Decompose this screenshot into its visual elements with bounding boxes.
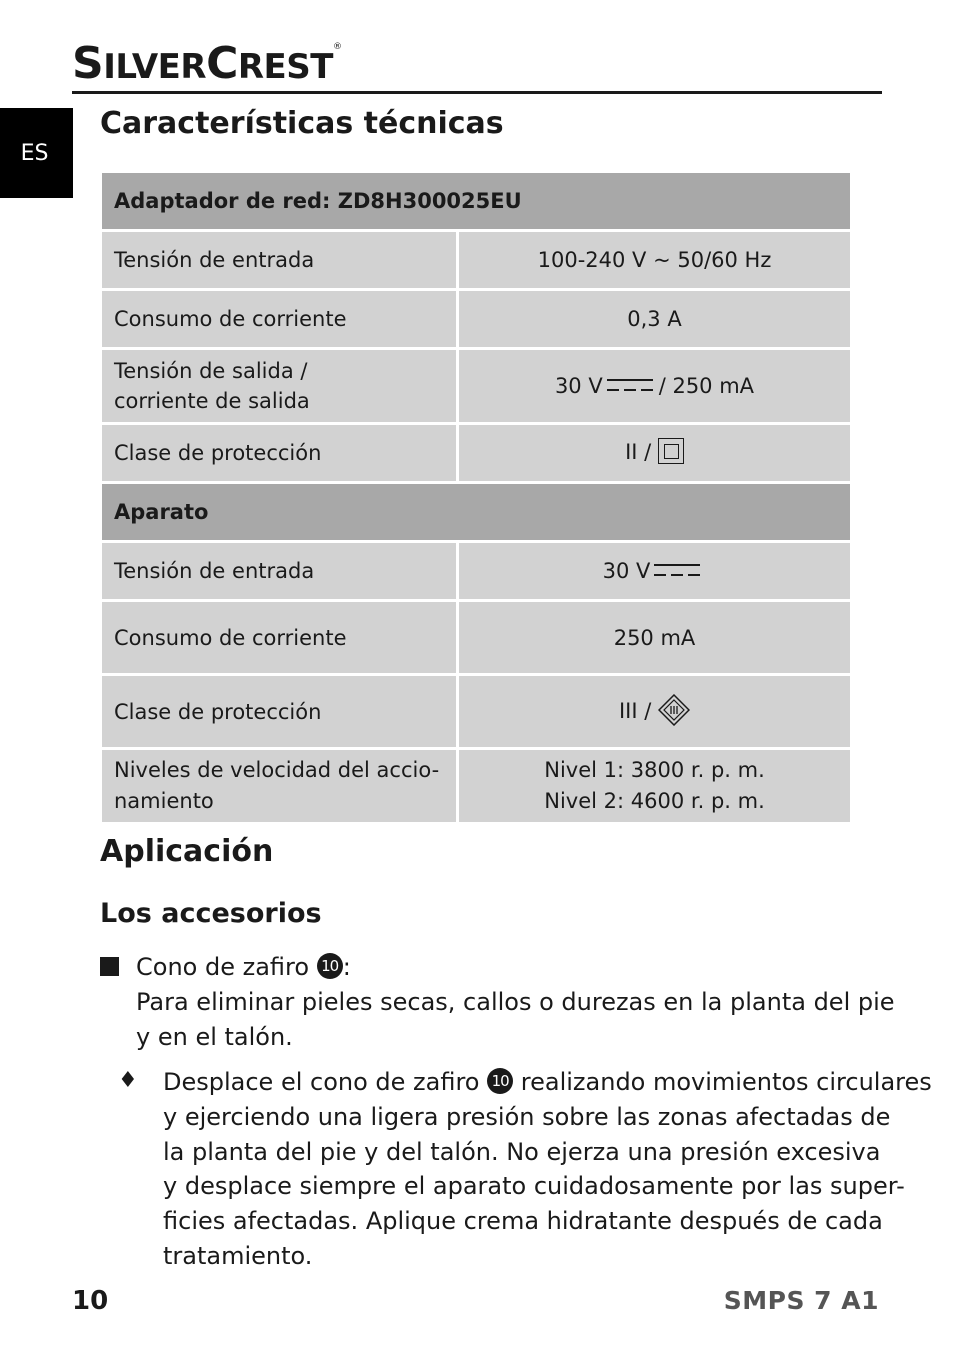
table-section-row — [102, 484, 850, 540]
item-desc-line: Para eliminar pieles secas, callos o durezas en la planta del pie — [136, 987, 895, 1016]
direct-current-icon — [654, 562, 700, 578]
spec-label: Tensión de entrada — [102, 543, 456, 599]
reference-number-badge: 10 — [487, 1068, 513, 1094]
spec-value — [459, 676, 850, 747]
accessory-item: Cono de zafiro 10 : Para eliminar pieles secas, callos o durezas en la planta del pie y en el talón. — [136, 953, 895, 1051]
language-tab: ES — [0, 108, 73, 198]
spec-label: Consumo de corriente — [102, 291, 456, 347]
spec-table — [99, 170, 853, 825]
spec-value — [459, 750, 850, 822]
table-row — [102, 350, 850, 422]
spec-value: 0,3 A — [459, 291, 850, 347]
table-section-row — [102, 173, 850, 229]
label-line: Niveles de velocidad del accio- — [114, 758, 440, 782]
page-number: 10 — [72, 1286, 109, 1316]
header-rule — [72, 91, 882, 94]
item-name: Cono de zafiro — [136, 953, 310, 981]
logo-letter: C — [206, 38, 238, 89]
spec-value: 100-240 V ~ 50/60 Hz — [459, 232, 850, 288]
step-text: tratamiento. — [163, 1241, 313, 1270]
spec-value: 250 mA — [459, 602, 850, 673]
brand-logo — [72, 38, 341, 89]
direct-current-icon — [607, 377, 653, 393]
table-row — [102, 425, 850, 481]
spec-label — [102, 750, 456, 822]
value-line: Nivel 1: 3800 r. p. m. — [544, 758, 765, 782]
spec-value — [459, 543, 850, 599]
protection-class-2-icon — [658, 438, 684, 464]
spec-label: Clase de protección — [102, 676, 456, 747]
spec-value — [459, 350, 850, 422]
step-text: y desplace siempre el aparato cuidadosamente por las super- — [163, 1172, 905, 1201]
label-line: Tensión de salida / — [114, 359, 308, 383]
application-heading: Aplicación — [100, 834, 274, 869]
table-row — [102, 543, 850, 599]
label-line: namiento — [114, 789, 214, 813]
device-section-header: Aparato — [102, 484, 850, 540]
table-row — [102, 291, 850, 347]
reference-number-badge: 10 — [317, 953, 343, 979]
item-desc-line: y en el talón. — [136, 1022, 293, 1051]
spec-label — [102, 350, 456, 422]
table-row — [102, 232, 850, 288]
tech-specs-heading: Características técnicas — [100, 106, 504, 141]
value-text: III / — [618, 698, 652, 723]
spec-value — [459, 425, 850, 481]
accessories-heading: Los accesorios — [100, 898, 322, 929]
value-text: II / — [625, 440, 652, 464]
table-row — [102, 602, 850, 673]
registered-mark: ® — [332, 42, 342, 52]
step-text: realizando movimientos circulares — [520, 1068, 932, 1096]
spec-label: Consumo de corriente — [102, 602, 456, 673]
instruction-step — [163, 1065, 932, 1274]
diamond-bullet-icon: ♦ — [118, 1068, 138, 1093]
value-suffix: / 250 mA — [658, 374, 755, 398]
value-text: 30 V — [602, 559, 651, 583]
logo-letter: S — [72, 38, 104, 89]
adapter-section-header: Adaptador de red: ZD8H300025EU — [102, 173, 850, 229]
spec-label: Clase de protección — [102, 425, 456, 481]
step-text: la planta del pie y del talón. No ejerza una presión excesiva — [163, 1137, 881, 1166]
value-prefix: 30 V — [554, 374, 603, 398]
step-text: Desplace el cono de zafiro — [163, 1068, 480, 1096]
value-line: Nivel 2: 4600 r. p. m. — [544, 789, 765, 813]
step-text: y ejerciendo una ligera presión sobre las zonas afectadas de — [163, 1102, 891, 1131]
protection-class-3-icon — [658, 694, 690, 726]
table-row — [102, 676, 850, 747]
label-line: corriente de salida — [114, 389, 310, 413]
spec-label: Tensión de entrada — [102, 232, 456, 288]
table-row — [102, 750, 850, 822]
logo-text: REST — [237, 47, 333, 87]
square-bullet-icon — [100, 957, 119, 976]
logo-text: ILVER — [103, 47, 207, 87]
model-number: SMPS 7 A1 — [723, 1286, 879, 1315]
step-text: ficies afectadas. Aplique crema hidratante después de cada — [163, 1207, 883, 1236]
